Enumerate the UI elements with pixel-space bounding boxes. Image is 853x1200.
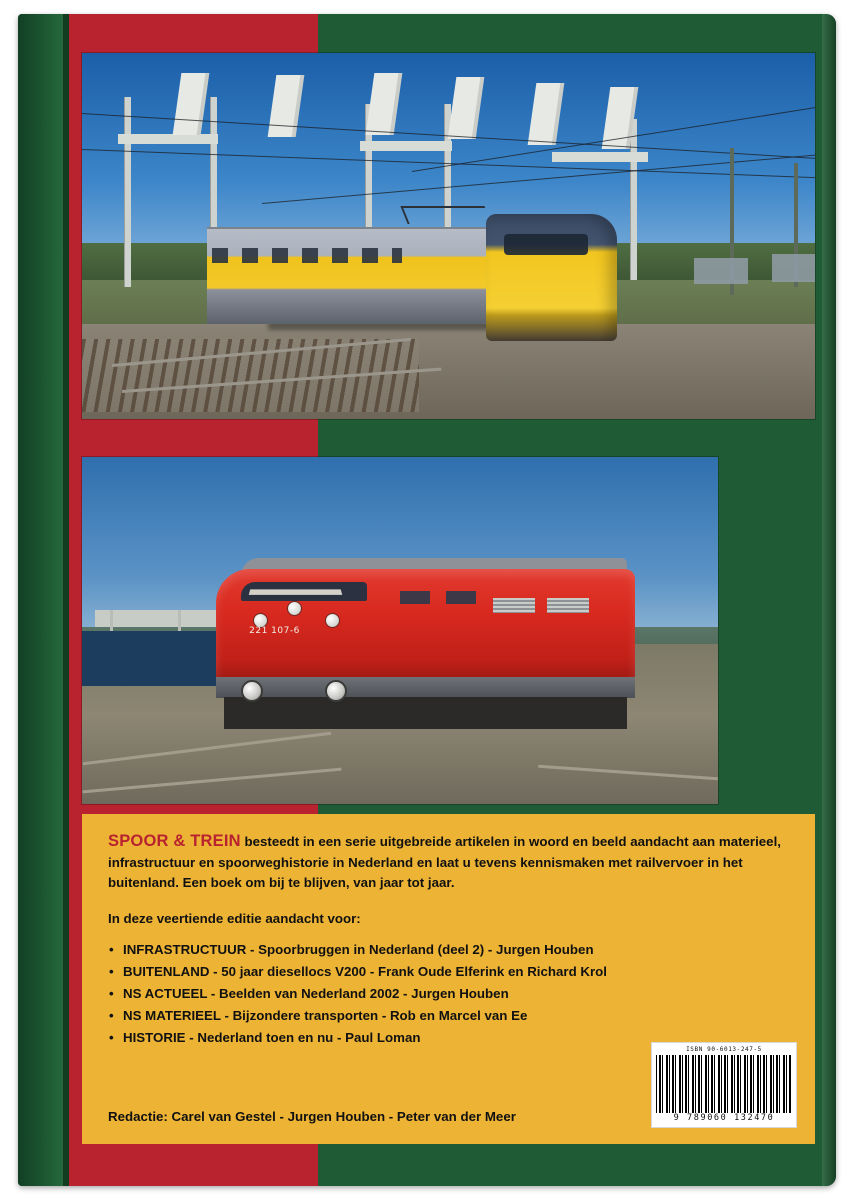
engine-vent-grille <box>547 598 589 614</box>
side-window <box>446 591 475 604</box>
blurb-lead <box>108 831 793 894</box>
gantry-beam <box>360 141 452 151</box>
locomotive-body <box>216 569 636 681</box>
gantry-leg <box>124 97 131 287</box>
gantry-leg <box>630 119 637 280</box>
ean-digits: 9 789060 132470 <box>673 1113 775 1123</box>
pantograph <box>400 206 491 224</box>
list-item: • BUITENLAND - 50 jaar diesellocs V200 - Frank Oude Elferink en Richard Krol <box>108 961 793 983</box>
headlight <box>287 601 302 616</box>
diesel-locomotive <box>216 554 636 734</box>
lineside-building <box>772 254 815 282</box>
list-item: • NS MATERIEEL - Bijzondere transporten - Rob en Marcel van Ee <box>108 1005 793 1027</box>
edition-subtitle: In deze veertiende editie aandacht voor: <box>108 910 361 926</box>
electric-multiple-unit-photo <box>82 53 815 419</box>
blurb-lead-text: besteedt in een serie uitgebreide artikelen in woord en beeld aandacht aan materieel, infrastructuur en spoorweghistorie in Nederland en laat u tevens kennismaken met railvervoer in het buitenland. Een boek om bij te blijven, van jaar tot jaar. <box>108 834 781 890</box>
gantry-beam <box>118 134 218 144</box>
engine-vent-grille <box>493 598 535 614</box>
blurb-panel <box>82 814 815 1144</box>
contents-list <box>108 939 793 1049</box>
barcode <box>651 1042 797 1128</box>
lineside-building <box>694 258 748 284</box>
list-item: • HISTORIE - Nederland toen en nu - Paul Loman <box>108 1027 793 1049</box>
barcode-bars <box>656 1055 792 1113</box>
electric-train <box>207 214 617 346</box>
train-body <box>207 227 494 324</box>
locomotive-underframe <box>224 697 627 729</box>
list-item: • NS ACTUEEL - Beelden van Nederland 2002 - Jurgen Houben <box>108 983 793 1005</box>
locomotive-number: 221 107-6 <box>249 625 300 636</box>
editors-line: Redactie: Carel van Gestel - Jurgen Houben - Peter van der Meer <box>108 1109 516 1124</box>
isbn-text: ISBN 90-6013-247-5 <box>686 1046 762 1053</box>
train-cab <box>486 214 617 340</box>
side-window <box>400 591 429 604</box>
gantry-beam <box>552 152 648 162</box>
book <box>18 14 836 1186</box>
train-windows <box>212 248 402 263</box>
locomotive-skirt <box>216 677 636 699</box>
list-item: • INFRASTRUCTUUR - Spoorbruggen in Nederland (deel 2) - Jurgen Houben <box>108 939 793 961</box>
book-spine <box>18 14 63 1186</box>
diesel-locomotive-photo <box>82 457 718 804</box>
series-title: SPOOR & TREIN <box>108 832 241 850</box>
blurb-content <box>108 831 793 1049</box>
cab-window <box>504 234 588 254</box>
cover-right-edge <box>822 14 836 1186</box>
buffer <box>325 680 347 702</box>
headlight <box>325 613 340 628</box>
